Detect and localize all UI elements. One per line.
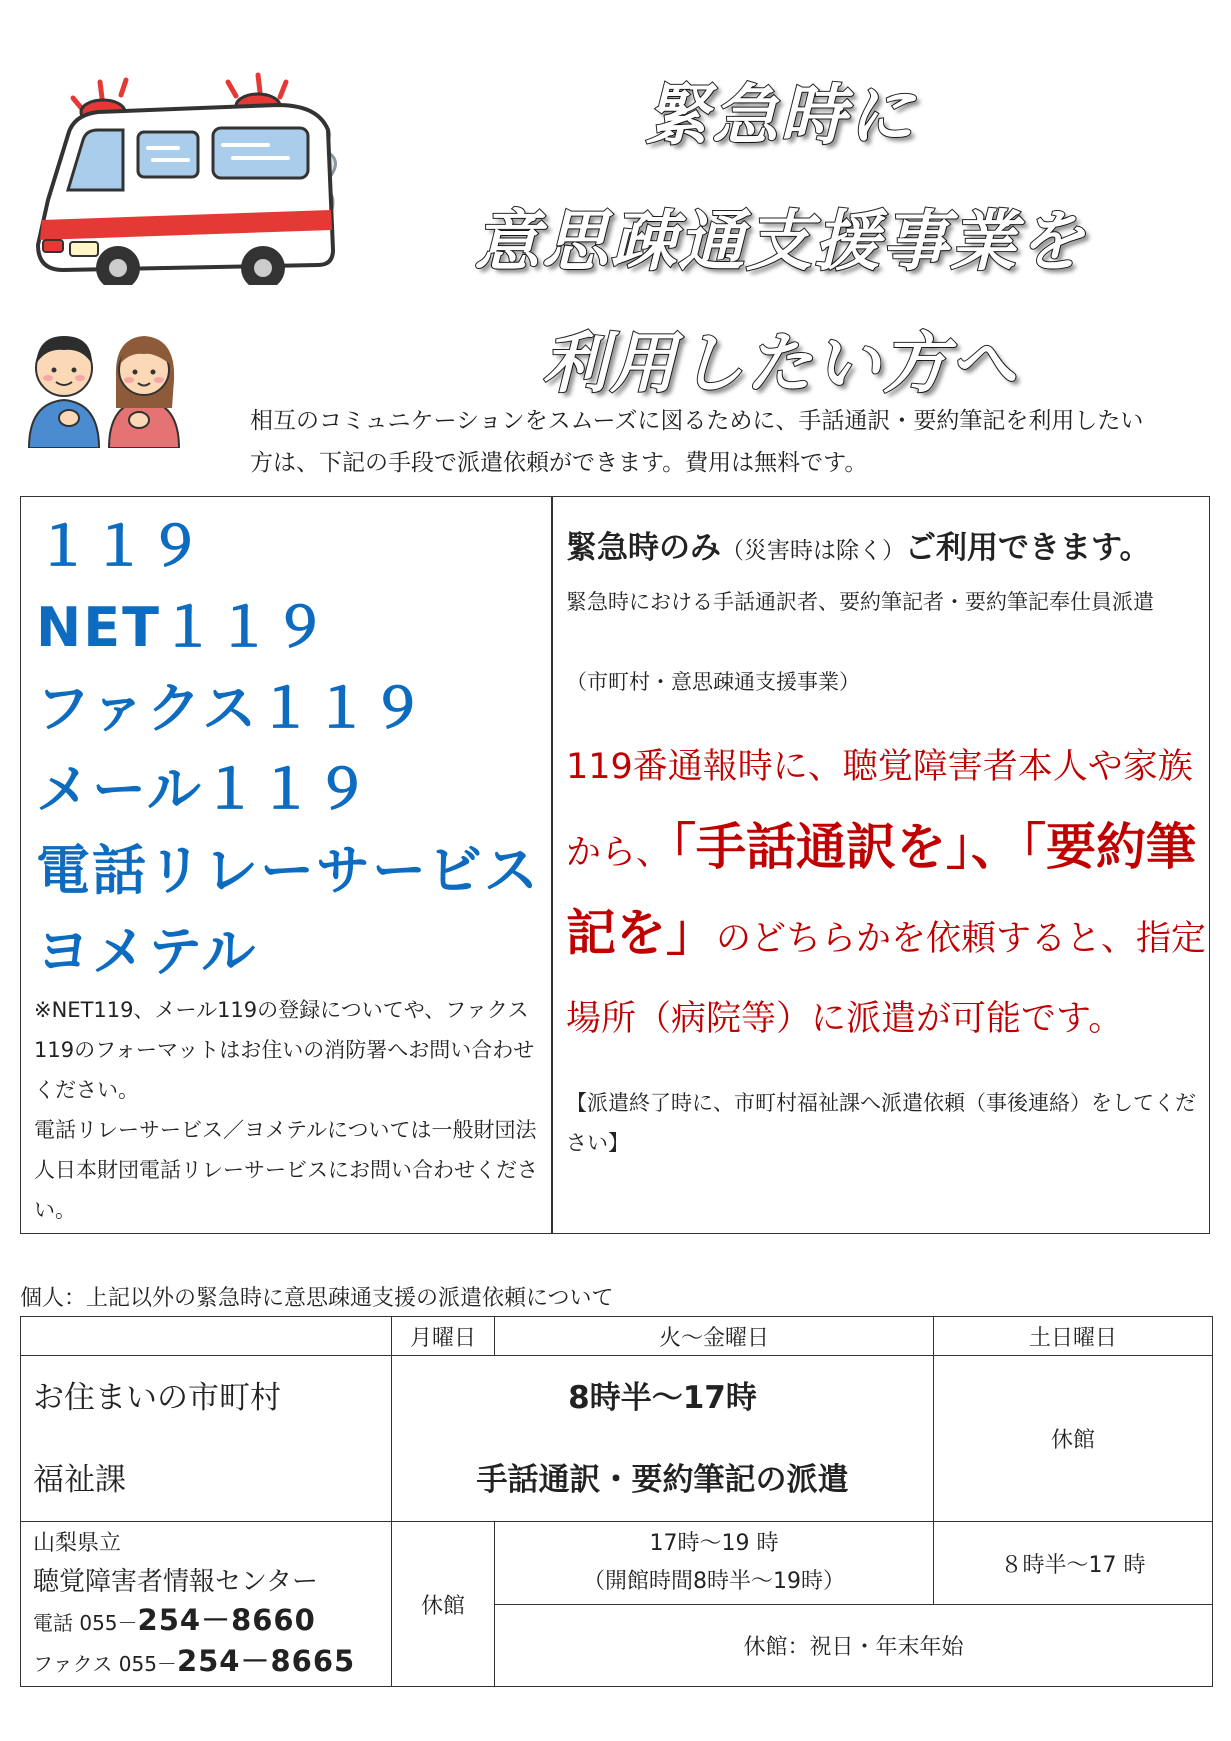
emergency-only-heading: [566, 522, 1151, 567]
section2-title: 個人：上記以外の緊急時に意思疎通支援の派遣依頼について: [20, 1286, 614, 1311]
center-weekend: ８時半～17 時: [934, 1522, 1213, 1605]
red-text-2: のどちらかを依頼すると、指定場所（病院等）に派遣が可能です。: [566, 919, 1207, 1039]
dispatch-description: 緊急時における手話通訳者、要約筆記者・要約筆記奉仕員派遣: [566, 590, 1154, 614]
municipality-hours-cell: [392, 1356, 934, 1522]
center-opening-hours: （開館時間8時半～19時）: [583, 1569, 845, 1594]
header-blank: [21, 1317, 392, 1356]
intro-text: [250, 400, 1200, 484]
box-divider: [551, 496, 553, 1234]
dispatch-program: （市町村・意思疎通支援事業）: [566, 670, 860, 694]
center-prefecture: 山梨県立: [33, 1531, 122, 1556]
after-dispatch-note: 【派遣終了時に、市町村福祉課へ派遣依頼（事後連絡）をしてください】: [566, 1091, 1196, 1155]
title-line-1: 緊急時に: [644, 77, 916, 154]
left-note: [34, 990, 544, 1230]
intro-line-1: 相互のコミュニケーションをスムーズに図るために、手話通訳・要約筆記を利用したい: [250, 408, 1144, 434]
center-phone: [33, 1601, 391, 1642]
header-tue-fri: 火～金曜日: [495, 1317, 934, 1356]
heading-small: （災害時は除く）: [721, 538, 905, 564]
welfare-division: 福祉課: [33, 1461, 126, 1498]
title-line-2: 意思疎通支援事業を: [474, 203, 1086, 280]
table-row-center: [21, 1522, 1213, 1605]
red-explanation: [566, 727, 1206, 1059]
center-holiday: 休館：祝日・年末年始: [495, 1605, 1213, 1687]
red-text-1: 119番通報時に、聴覚障害者本人や家族から、: [566, 747, 1193, 873]
header-weekend: 土日曜日: [934, 1317, 1213, 1356]
phone-number: 254－8660: [137, 1603, 316, 1637]
title-line-3: 利用したい方へ: [542, 325, 1018, 402]
table-header-row: [21, 1317, 1213, 1356]
service-fax119: ファクス１１９: [36, 677, 427, 740]
service-yometeru: ヨメテル: [36, 920, 258, 983]
municipality-hours: 8時半～17時: [568, 1379, 757, 1416]
fax-label: ファクス 055－: [33, 1652, 177, 1676]
sign-language-people-illustration: [24, 318, 184, 448]
red-text-bold: 「手話通訳を」、「要約筆記を」: [566, 818, 1197, 962]
heading-main: 緊急時のみ: [566, 530, 721, 566]
municipality-service: 手話通訳・要約筆記の派遣: [476, 1461, 849, 1498]
ambulance-illustration: [28, 70, 378, 285]
fax-number: 254－8665: [176, 1644, 356, 1678]
service-net119: NET１１９: [36, 596, 329, 659]
municipality-name: お住まいの市町村: [33, 1379, 281, 1416]
municipality-weekend: 休館: [934, 1356, 1213, 1522]
header-monday: 月曜日: [392, 1317, 495, 1356]
center-weekday-hours: 17時～19 時: [649, 1531, 779, 1556]
center-info-cell: [21, 1522, 392, 1687]
left-note-1: ※NET119、メール119の登録についてや、ファクス119のフォーマットはお住いの消防署へお問い合わせください。: [34, 998, 535, 1102]
municipality-cell: [21, 1356, 392, 1522]
phone-label: 電話 055－: [33, 1611, 138, 1635]
service-119: １１９: [36, 515, 204, 578]
center-fax: [33, 1642, 391, 1683]
center-name: 聴覚障害者情報センター: [33, 1567, 318, 1597]
schedule-table: [20, 1316, 1213, 1687]
table-row-municipality: [21, 1356, 1213, 1522]
heading-tail: ご利用できます。: [905, 530, 1151, 566]
service-mail119: メール１１９: [36, 758, 371, 821]
service-phone-relay: 電話リレーサービス: [36, 839, 540, 902]
left-note-2: 電話リレーサービス／ヨメテルについては一般財団法人日本財団電話リレーサービスにお問い合わせください。: [34, 1118, 538, 1222]
intro-line-2: 方は、下記の手段で派遣依頼ができます。費用は無料です。: [250, 450, 868, 476]
center-monday: 休館: [392, 1522, 495, 1687]
center-weekday-cell: [495, 1522, 934, 1605]
